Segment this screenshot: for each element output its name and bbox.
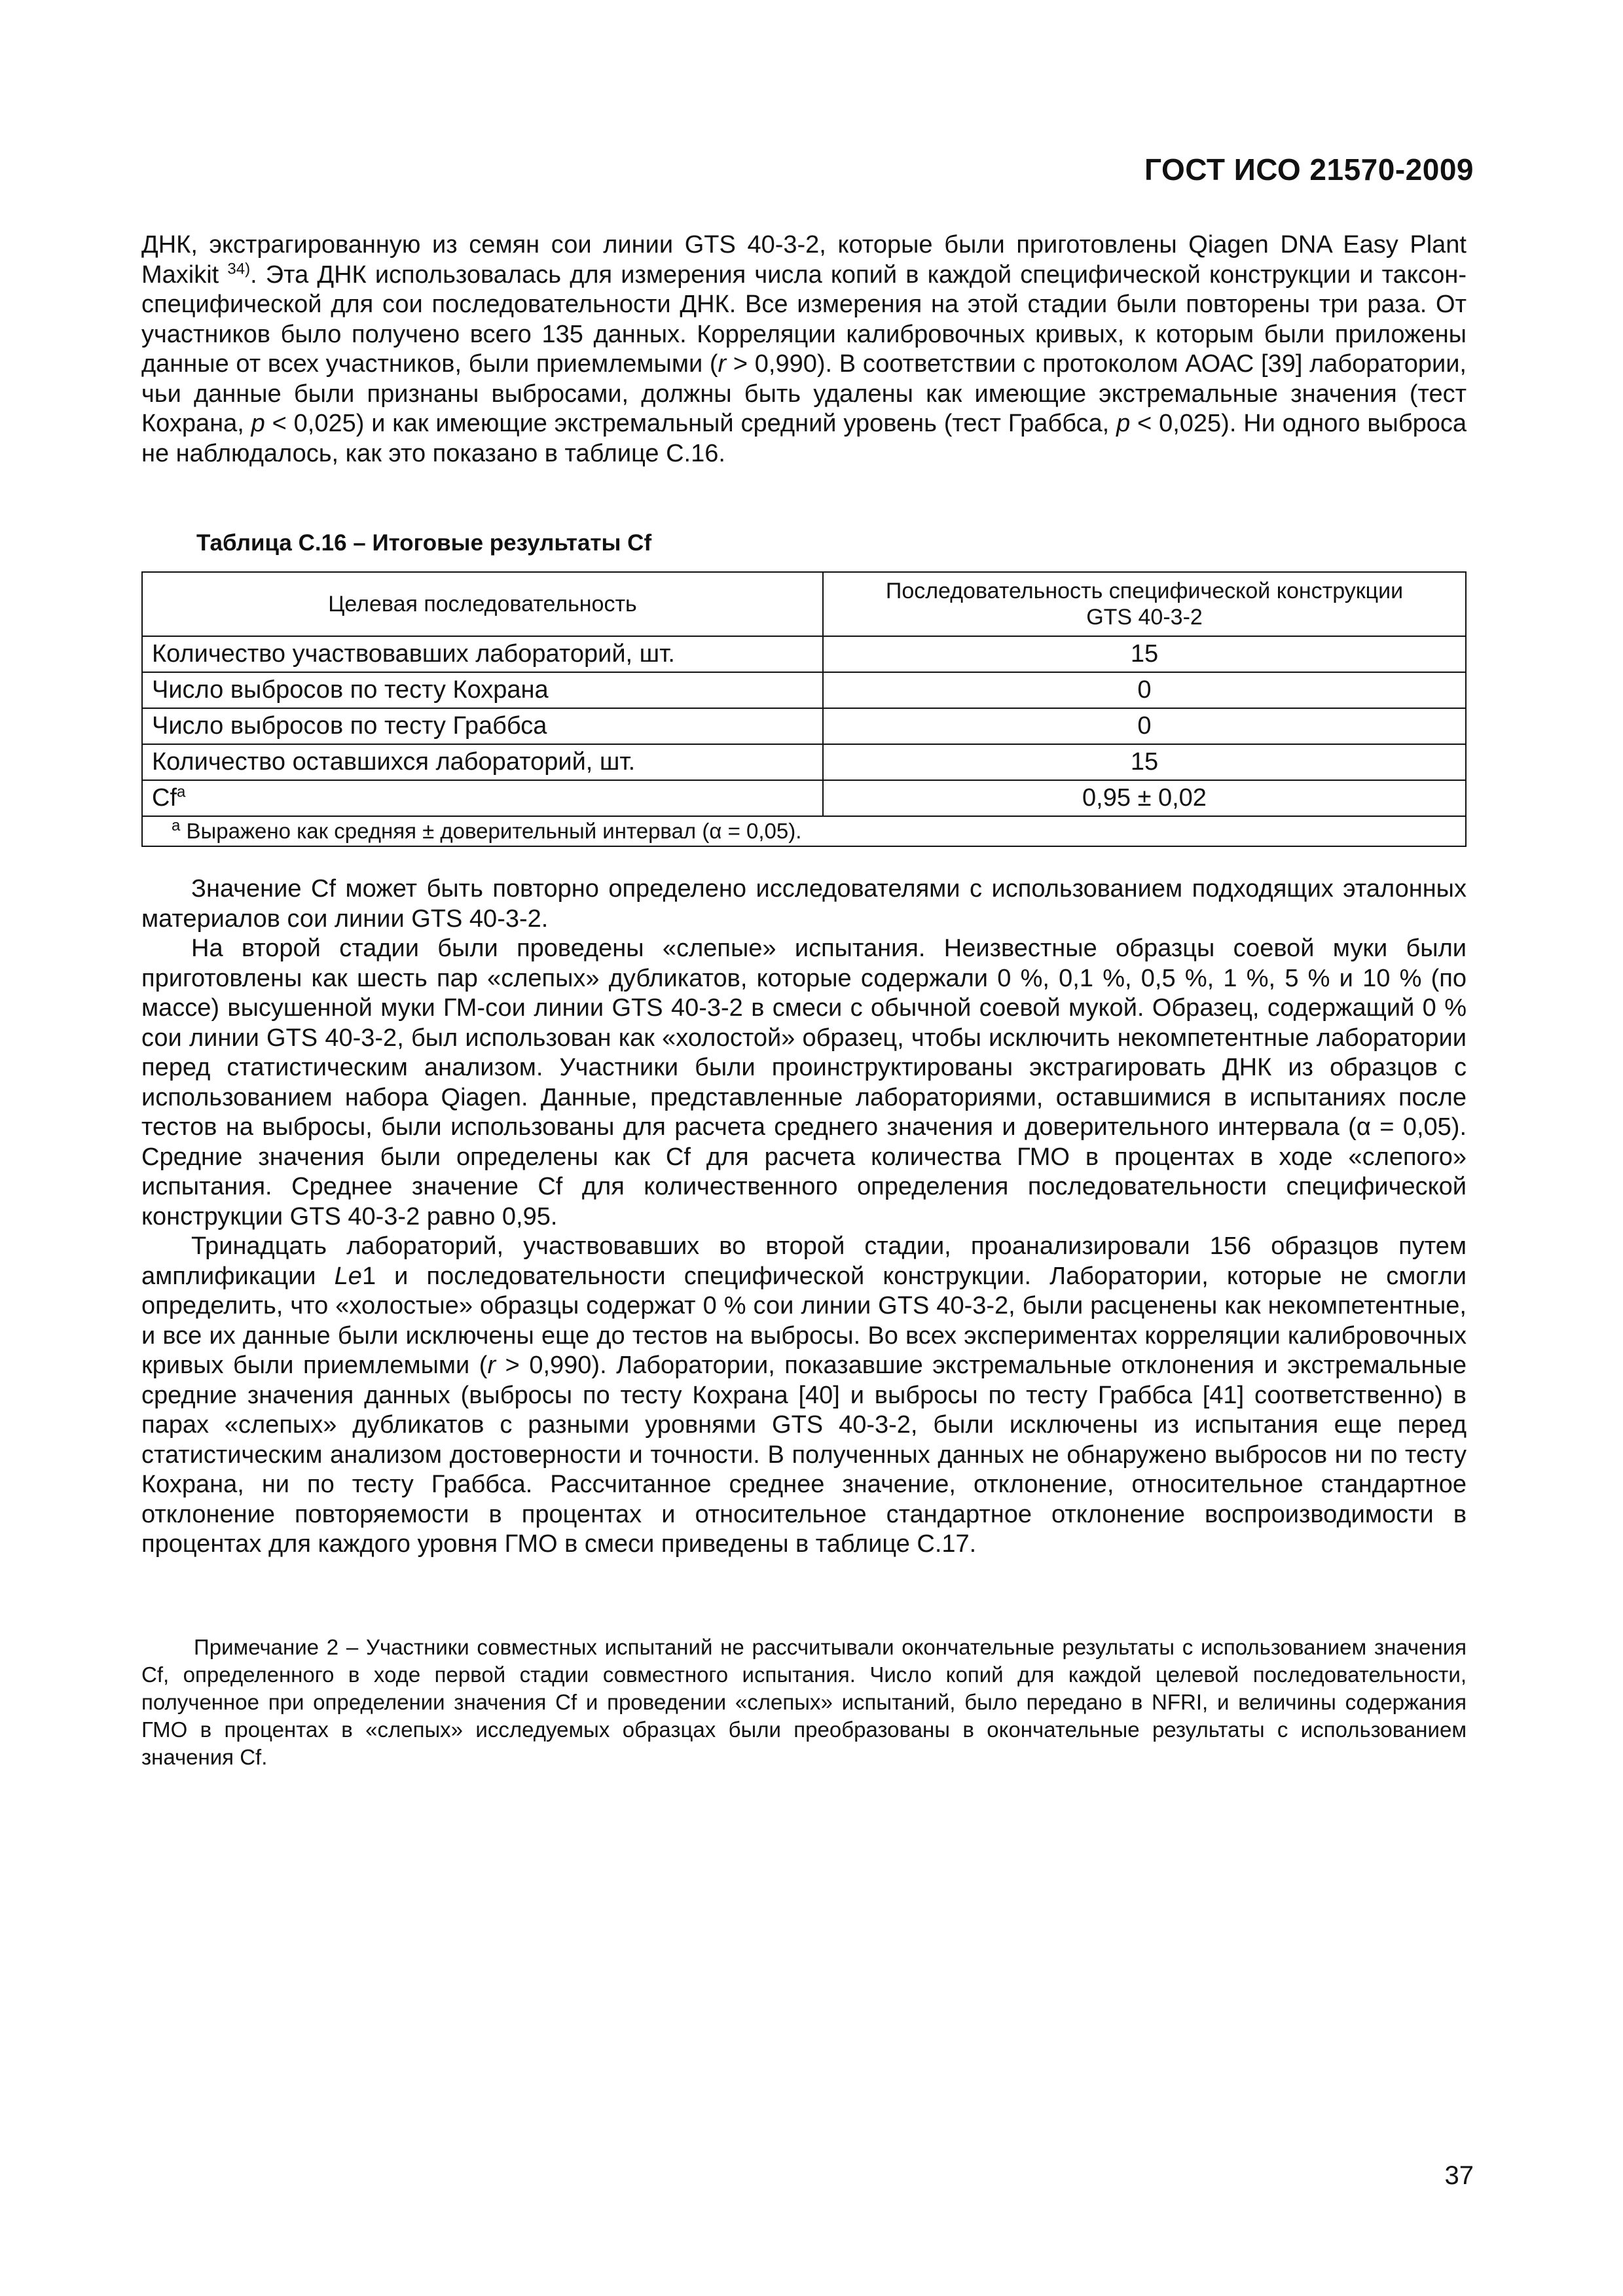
header-col2-line1: Последовательность специфической конструкции	[885, 579, 1404, 603]
table-row	[142, 708, 1466, 744]
para1-text-b: . Эта ДНК использовалась для измерения числа копий в каждой специфической конструкции и таксон-специфической для сои последовательности ДНК. Все измерения на этой стадии были повторены три раза. От участников было получено всего 135 данных. Корреляции калибровочных кривых, к которым были приложены данные от всех участников, были приемлемыми (	[141, 260, 1467, 378]
header-target-sequence: Целевая последовательность	[142, 572, 823, 636]
symbol-r: r	[487, 1352, 496, 1379]
table-row-cf	[142, 780, 1466, 816]
table-footnote	[142, 816, 1466, 846]
table-footnote-row	[142, 816, 1466, 846]
para-c-text-b: 1 и последовательности специфической конструкции. Лаборатории, которые не смогли определить, что «холостые» образцы содержат 0 % сои линии GTS 40-3-2, были расценены как некомпетентные, и все их данные были исключены еще до тестов на выбросы. Во всех экспериментах корреляции калибровочных кривых были приемлемыми (	[141, 1262, 1467, 1379]
cf-label-cell	[142, 780, 823, 816]
row-value: 0	[823, 672, 1466, 708]
cf-value: 0,95 ± 0,02	[823, 780, 1466, 816]
paragraph-blind-trials: На второй стадии были проведены «слепые» испытания. Неизвестные образцы соевой муки были приготовлены как шесть пар «слепых» дубликатов, которые содержали 0 %, 0,1 %, 0,5 %, 1 %, 5 % и 10 % (по массе) высушенной муки ГМ-сои линии GTS 40-3-2 в смеси с обычной соевой мукой. Образец, содержащий 0 % сои линии GTS 40-3-2, был использован как «холостой» образец, чтобы исключить некомпетентные лаборатории перед статистическим анализом. Участники были проинструктированы экстрагировать ДНК из образцов с использованием набора Qiagen. Данные, представленные лабораториями, оставшимися в испытаниях после тестов на выбросы, были использованы для расчета среднего значения и доверительного интервала (α = 0,05). Средние значения были определены как Cf для расчета количества ГМО в процентах в ходе «слепого» испытания. Среднее значение Cf для количественного определения последовательности специфической конструкции GTS 40-3-2 равно 0,95.	[141, 935, 1467, 1230]
table-header-row	[142, 572, 1466, 636]
footnote-marker: a	[172, 817, 181, 834]
symbol-p: p	[251, 410, 265, 437]
row-label: Количество оставшихся лабораторий, шт.	[142, 744, 823, 780]
table-row	[142, 744, 1466, 780]
table-row	[142, 636, 1466, 672]
body-text	[141, 874, 1467, 1560]
paragraph-cf-value: Значение Cf может быть повторно определено исследователями с использованием подходящих эталонных материалов сои линии GTS 40-3-2.	[141, 875, 1467, 933]
footnote-text: Выражено как средняя ± доверительный интервал (α = 0,05).	[180, 819, 802, 843]
row-label: Количество участвовавших лабораторий, шт.	[142, 636, 823, 672]
cf-label: Cf	[152, 784, 177, 812]
para1-text-a: ДНК, экстрагированную из семян сои линии GTS 40-3-2, которые были приготовлены Qiagen DNA Easy Plant Maxikit	[141, 231, 1467, 289]
symbol-p: p	[1116, 410, 1131, 437]
para-c-text-a: Тринадцать лабораторий, участвовавших во второй стадии, проанализировали 156 образцов путем амплификации	[141, 1232, 1467, 1290]
results-table	[141, 571, 1467, 847]
header-col2-line2: GTS 40-3-2	[1086, 605, 1203, 630]
row-value: 15	[823, 744, 1466, 780]
paragraph-labs-analysis	[141, 1232, 1467, 1560]
para1-text-e: < 0,025). Ни одного выброса не наблюдалось, как это показано в таблице С.16.	[141, 410, 1467, 467]
header-construct-sequence	[823, 572, 1466, 636]
footnote-ref-34: 34)	[227, 259, 251, 278]
table-row	[142, 672, 1466, 708]
symbol-r: r	[718, 350, 727, 378]
para1-text-c: > 0,990). В соответствии с протоколом АОАС [39] лаборатории, чьи данные были признаны выбросами, должны быть удалены как имеющие экстремальные значения (тест Кохрана,	[141, 350, 1467, 437]
cf-sup: a	[177, 783, 186, 801]
paragraph-intro	[141, 230, 1467, 469]
row-value: 0	[823, 708, 1466, 744]
row-label: Число выбросов по тесту Кохрана	[142, 672, 823, 708]
standard-header: ГОСТ ИСО 21570-2009	[1144, 152, 1474, 187]
page-number: 37	[1444, 2161, 1474, 2190]
row-label: Число выбросов по тесту Граббса	[142, 708, 823, 744]
gene-le: Le	[334, 1262, 362, 1290]
para1-text-d: < 0,025) и как имеющие экстремальный средний уровень (тест Граббса,	[264, 410, 1117, 437]
row-value: 15	[823, 636, 1466, 672]
para-c-text-c: > 0,990). Лаборатории, показавшие экстремальные отклонения и экстремальные средние значения данных (выбросы по тесту Кохрана [40] и выбросы по тесту Граббса [41] соответственно) в парах «слепых» дубликатов с разными уровнями GTS 40-3-2, были исключены из испытания еще перед статистическим анализом достоверности и точности. В полученных данных не обнаружено выбросов ни по тесту Кохрана, ни по тесту Граббса. Рассчитанное среднее значение, отклонение, относительное стандартное отклонение повторяемости в процентах и относительное стандартное отклонение воспроизводимости в процентах для каждого уровня ГМО в смеси приведены в таблице С.17.	[141, 1352, 1467, 1558]
note-text: Примечание 2 – Участники совместных испытаний не рассчитывали окончательные результаты с использованием значения Cf, определенного в ходе первой стадии совместного испытания. Число копий для каждой целевой последовательности, полученное при определении значения Cf и проведении «слепых» испытаний, было передано в NFRI, и величины содержания ГМО в процентах в «слепых» исследуемых образцах были преобразованы в окончательные результаты с использованием значения Cf.	[141, 1635, 1467, 1769]
note-2	[141, 1634, 1467, 1771]
table-caption: Таблица С.16 – Итоговые результаты Cf	[196, 530, 652, 556]
